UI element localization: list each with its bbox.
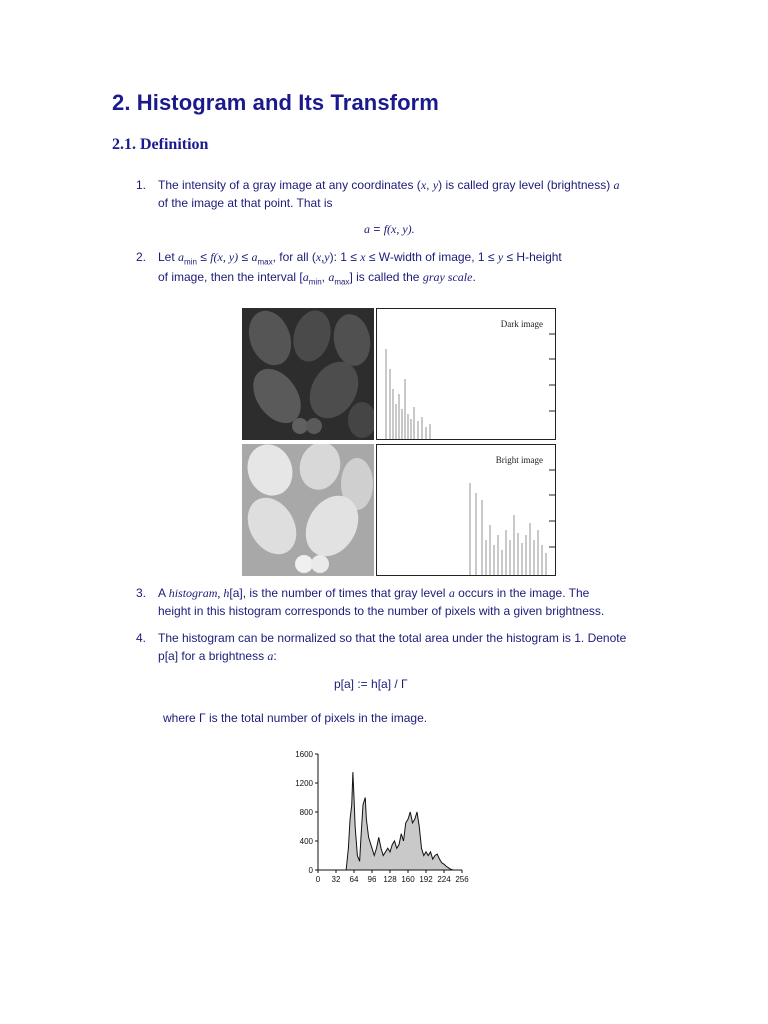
y-tick-label: 0 xyxy=(308,866,313,875)
list-number: 1. xyxy=(136,178,147,192)
dark-image xyxy=(242,308,374,440)
y-tick-label: 1600 xyxy=(295,750,313,759)
x-tick-label: 32 xyxy=(331,875,341,884)
dark-histogram-label: Dark image xyxy=(500,319,543,329)
list-number: 4. xyxy=(136,631,147,645)
item-3-line-1: A histogram, h[a], is the number of times that gray level a occurs in the image. The xyxy=(158,586,590,600)
x-tick-label: 192 xyxy=(419,875,433,884)
section-subtitle: 2.1. Definition xyxy=(112,136,209,153)
list-number: 3. xyxy=(136,586,147,600)
histogram-chart xyxy=(280,742,480,892)
bright-histogram-label: Bright image xyxy=(495,455,543,465)
equation-normalized: p[a] := h[a] / Γ xyxy=(334,677,408,691)
histogram-area xyxy=(346,772,453,870)
x-tick-label: 256 xyxy=(455,875,469,884)
y-tick-label: 1200 xyxy=(295,779,313,788)
equation-gray-level: a = f(x, y). xyxy=(364,222,415,236)
x-tick-label: 64 xyxy=(349,875,359,884)
item-2-line-1: Let $a_{min} \le f(x$, $y) \le a_{max}$, for all (x,y): 1 ≤ x ≤ W-width of image, 1 ≤ y ≤ H-height xyxy=(158,250,562,267)
item-1-line-2: of the image at that point. That is xyxy=(158,196,333,210)
page-title: 2. Histogram and Its Transform xyxy=(112,90,439,115)
item-4-line-1: The histogram can be normalized so that the total area under the histogram is 1. Denote xyxy=(158,631,627,645)
x-tick-label: 96 xyxy=(367,875,377,884)
item-1-line-1: The intensity of a gray image at any coordinates (x, y) is called gray level (brightness) a xyxy=(158,178,620,192)
where-note: where Γ is the total number of pixels in the image. xyxy=(163,711,428,725)
y-tick-label: 400 xyxy=(299,837,313,846)
item-3-line-2: height in this histogram corresponds to the number of pixels with a given brightness. xyxy=(158,604,605,618)
x-tick-label: 224 xyxy=(437,875,451,884)
item-2-line-2: of image, then the interval [$a_{min}$, $a_{max}$] is called the gray scale. xyxy=(158,270,476,287)
item-4-line-2: p[a] for a brightness a: xyxy=(158,649,277,663)
x-tick-label: 128 xyxy=(383,875,397,884)
list-number: 2. xyxy=(136,250,147,264)
x-tick-label: 0 xyxy=(315,875,321,884)
bright-image xyxy=(242,444,374,576)
bright-histogram-panel xyxy=(376,444,556,576)
dark-histogram-panel xyxy=(376,308,556,440)
x-tick-label: 160 xyxy=(401,875,415,884)
y-tick-label: 800 xyxy=(299,808,313,817)
